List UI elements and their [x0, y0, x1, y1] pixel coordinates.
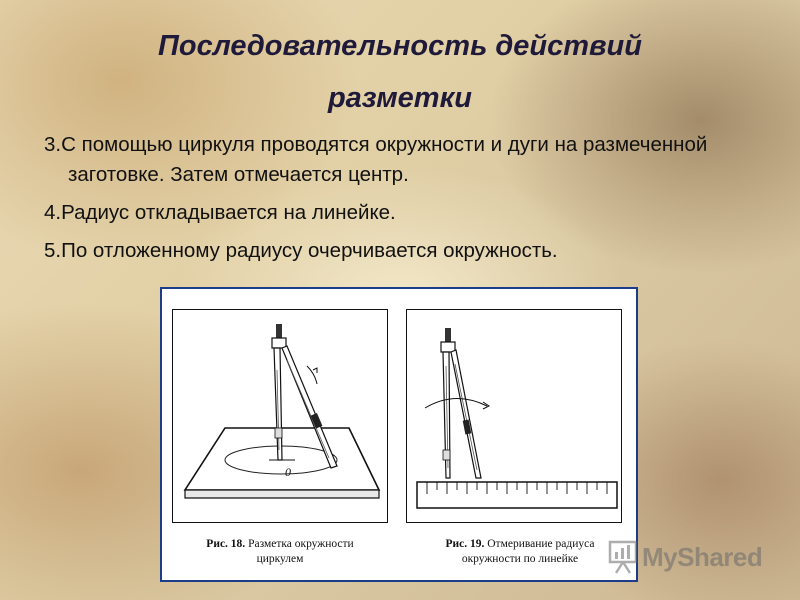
watermark: [608, 537, 762, 577]
figure-19-number: Рис. 19.: [445, 538, 485, 550]
figure-19-caption: [412, 537, 628, 567]
title-line-1: Последовательность действий: [158, 30, 642, 62]
compass-pencil-leg: [451, 350, 481, 478]
workpiece-edge: [185, 490, 379, 498]
figure-18-caption-line-2: циркулем: [256, 553, 304, 565]
watermark-brand: MyShared: [642, 541, 763, 572]
center-point-label: 0: [285, 465, 291, 479]
figure-18-drawing: [172, 309, 388, 523]
compass-handle: [445, 328, 451, 342]
figure-19-caption-line-1: Отмеривание радиуса: [487, 538, 595, 550]
steps-list: [44, 130, 764, 274]
figure-19-drawing: [406, 309, 622, 523]
step-3: 3.С помощью циркуля проводятся окружности и дуги на размеченной заготовке. Затем отмечается центр.: [44, 133, 708, 186]
title-line-2: разметки: [327, 82, 473, 114]
slide-title: [0, 20, 800, 124]
step-4: 4.Радиус откладывается на линейке.: [44, 201, 396, 224]
presentation-board-icon: [608, 540, 638, 574]
compass-hinge: [272, 338, 286, 348]
compass-hinge: [441, 342, 455, 352]
compass-handle: [276, 324, 282, 338]
figure-18-caption: [172, 537, 388, 567]
figure-19-caption-line-2: окружности по линейке: [461, 553, 579, 565]
figure-frame: [160, 287, 638, 582]
figure-18-number: Рис. 18.: [206, 538, 246, 550]
figure-18-caption-line-1: Разметка окружности: [248, 538, 354, 550]
swing-arc: [425, 398, 487, 408]
compass-on-workpiece-illustration: [173, 310, 389, 524]
compass-on-ruler-illustration: [407, 310, 623, 524]
step-5: 5.По отложенному радиусу очерчивается окружность.: [44, 239, 558, 262]
